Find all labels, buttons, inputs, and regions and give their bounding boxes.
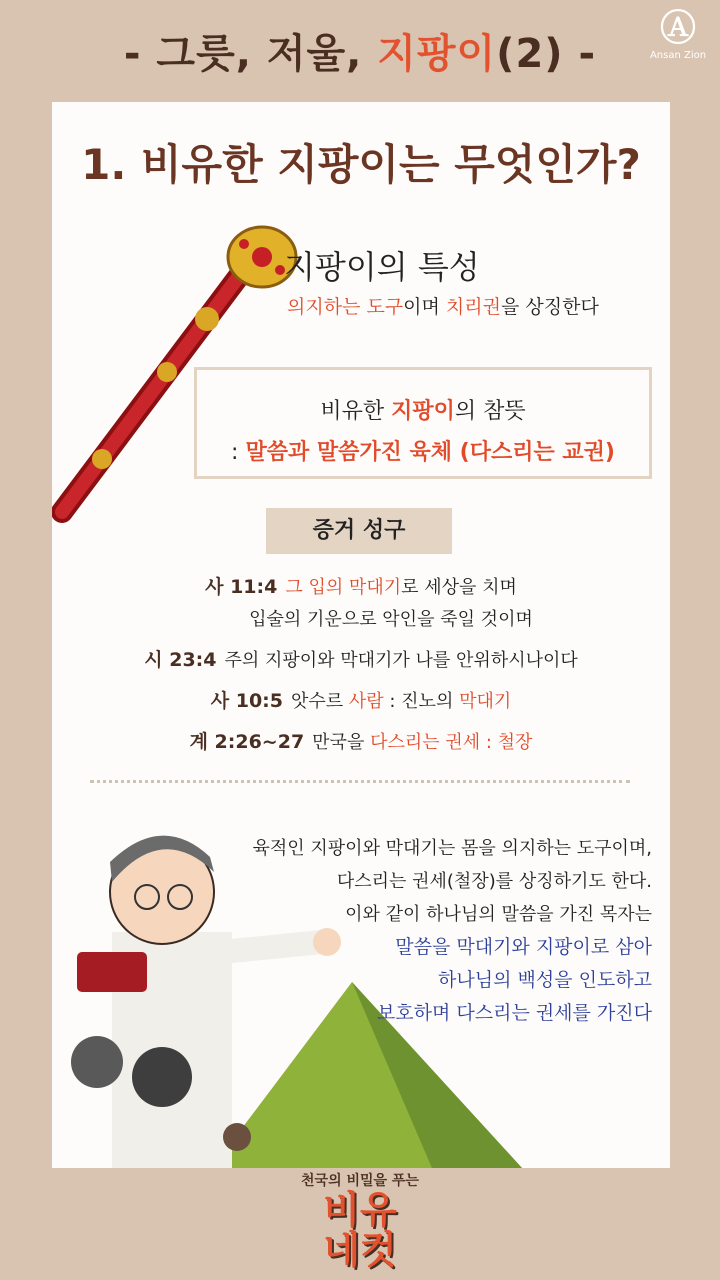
- verse-ref: 계 2:26~27: [189, 731, 305, 753]
- page-title: 1. 비유한 지팡이는 무엇인가?: [81, 140, 641, 189]
- header-suffix: (2) -: [496, 31, 597, 77]
- verse-text: 주의 지팡이와 막대기가 나를 안위하시나이다: [224, 650, 578, 671]
- series-title-1: 비유: [323, 1188, 397, 1232]
- meaning-line-2: [197, 435, 649, 466]
- verse-item: [52, 645, 670, 672]
- logo-icon: Ⓐ: [659, 8, 696, 49]
- verse-highlight: 다스리는 권세 : 철장: [370, 732, 533, 753]
- trait-text-1: 이며: [403, 296, 446, 318]
- verse-list: [52, 572, 670, 768]
- trait-text-2: 을 상징한다: [500, 296, 599, 318]
- para-line: 다스리는 권세(철장)를 상징하기도 한다.: [336, 871, 652, 892]
- trait-highlight-2: 치리권: [445, 296, 501, 318]
- para-line: 육적인 지팡이와 막대기는 몸을 의지하는 도구이며,: [252, 838, 652, 859]
- meaning-colon: :: [231, 440, 246, 465]
- header-accent: 지팡이: [377, 31, 497, 77]
- verse-ref: 시 23:4: [144, 649, 217, 671]
- header-prefix: - 그릇, 저울,: [123, 31, 378, 77]
- meaning-line-1: [197, 394, 649, 425]
- verse-text: 로 세상을 치며: [401, 577, 517, 598]
- series-logo: [0, 1170, 720, 1270]
- divider: [90, 780, 630, 783]
- trait-highlight-1: 의지하는 도구: [287, 296, 404, 318]
- meaning-post: 의 참뜻: [454, 399, 526, 424]
- verse-label: 증거 성구: [266, 508, 452, 554]
- para-emphasis: 하나님의 백성을 인도하고: [438, 969, 652, 991]
- verse-ref: 사 11:4: [205, 576, 278, 598]
- meaning-highlight: 지팡이: [391, 399, 455, 424]
- explanation-text: [212, 832, 652, 1030]
- page-header: [0, 22, 720, 79]
- brand-logo: [648, 8, 708, 61]
- series-tagline: 천국의 비밀을 푸는: [301, 1173, 419, 1189]
- logo-text: Ansan Zion: [649, 50, 707, 61]
- verse-text: : 진노의: [383, 691, 460, 712]
- verse-highlight: 막대기: [459, 691, 512, 712]
- meaning-definition: 말씀과 말씀가진 육체 (다스리는 교권): [245, 440, 615, 465]
- para-emphasis: 말씀을 막대기와 지팡이로 삼아: [395, 936, 652, 958]
- verse-highlight: 그 입의 막대기: [285, 577, 402, 598]
- series-title-2: 네컷: [323, 1228, 397, 1272]
- para-emphasis: 보호하며 다스리는 권세를 가진다: [376, 1002, 652, 1024]
- verse-item: [52, 686, 670, 713]
- verse-text: 만국을: [312, 732, 371, 753]
- meaning-box: [194, 367, 652, 479]
- verse-ref: 사 10:5: [210, 690, 283, 712]
- verse-subline: 입술의 기운으로 악인을 죽일 것이며: [249, 609, 533, 630]
- trait-title: 지팡이의 특성: [284, 248, 480, 286]
- meaning-pre: 비유한: [320, 399, 392, 424]
- trait-description: [287, 292, 599, 319]
- verse-item: [52, 727, 670, 754]
- verse-text: 앗수르: [290, 691, 349, 712]
- content-card: [52, 102, 670, 1168]
- verse-highlight: 사람: [348, 691, 384, 712]
- verse-item: [52, 572, 670, 631]
- para-line: 이와 같이 하나님의 말씀을 가진 목자는: [345, 904, 652, 925]
